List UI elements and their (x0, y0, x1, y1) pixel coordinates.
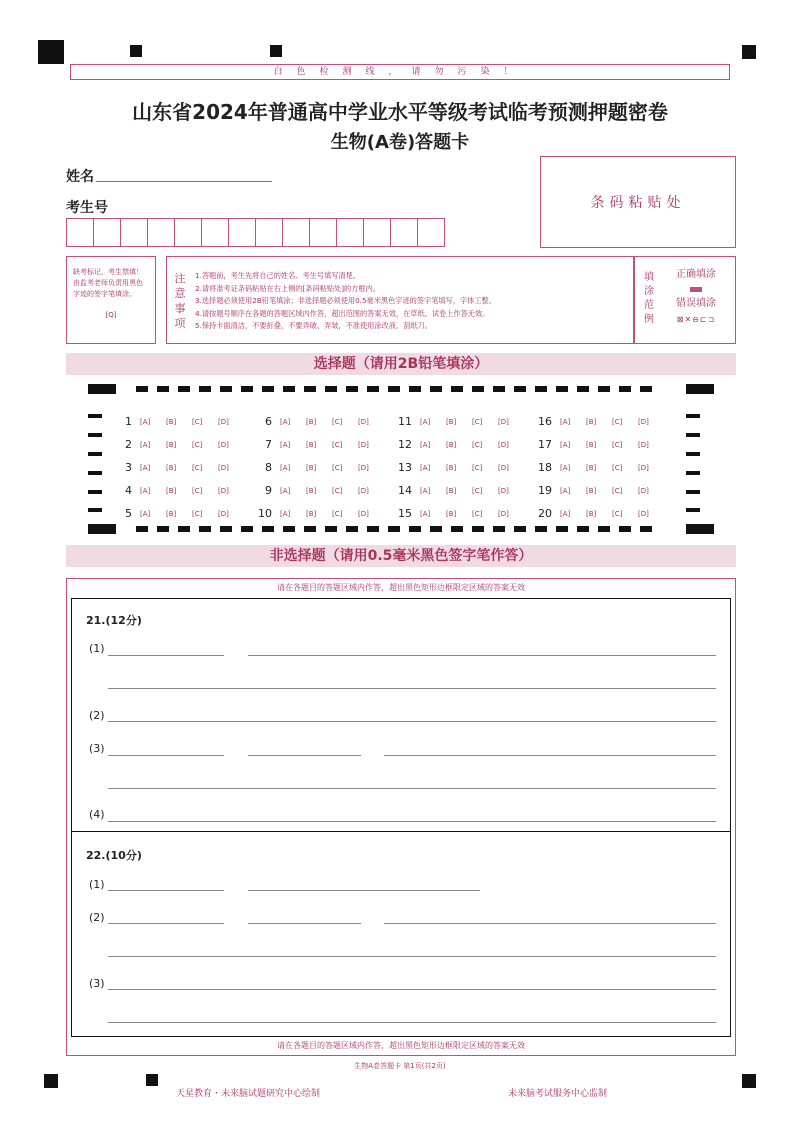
option-b[interactable]: [B] (586, 417, 597, 426)
row-mark (686, 452, 700, 456)
timing-mark (88, 384, 116, 394)
answer-box (71, 598, 731, 1037)
choice-question: 20 [A] [B] [C] [D] (532, 502, 664, 525)
notice-box (166, 256, 634, 344)
option-c[interactable]: [C] (612, 463, 623, 472)
answer-line[interactable] (108, 989, 716, 990)
option-d[interactable]: [D] (358, 509, 369, 518)
option-b[interactable]: [B] (586, 440, 597, 449)
option-c[interactable]: [C] (332, 509, 343, 518)
timing-mark (686, 384, 714, 394)
option-b[interactable]: [B] (446, 417, 457, 426)
row-mark (88, 433, 102, 437)
notice-list (195, 270, 496, 333)
answer-box-divider (71, 831, 731, 832)
choice-column-2 (252, 410, 384, 525)
timing-mark (130, 45, 142, 57)
correct-fill-label: 正确填涂 (676, 269, 716, 280)
option-b[interactable]: [B] (586, 486, 597, 495)
answer-line[interactable] (248, 890, 480, 891)
option-b[interactable]: [B] (166, 486, 177, 495)
missing-exam-mark[interactable]: [Q] (105, 311, 117, 319)
option-d[interactable]: [D] (498, 440, 509, 449)
choice-question: 18 [A] [B] [C] [D] (532, 456, 664, 479)
choice-question: 16 [A] [B] [C] [D] (532, 410, 664, 433)
exam-id-cell[interactable] (255, 218, 283, 247)
option-a[interactable]: [A] (140, 486, 151, 495)
option-b[interactable]: [B] (306, 440, 317, 449)
option-a[interactable]: [A] (140, 417, 151, 426)
option-b[interactable]: [B] (586, 463, 597, 472)
page-number: 生物A卷答题卡 第1页(共2页) (354, 1062, 446, 1070)
q21-sub-4: (4) (89, 808, 105, 821)
choice-question: 8 [A] [B] [C] [D] (252, 456, 384, 479)
timing-mark (88, 524, 116, 534)
option-c[interactable]: [C] (332, 417, 343, 426)
option-a[interactable]: [A] (560, 440, 571, 449)
option-c[interactable]: [C] (472, 486, 483, 495)
option-c[interactable]: [C] (612, 417, 623, 426)
option-d[interactable]: [D] (358, 486, 369, 495)
option-c[interactable]: [C] (612, 509, 623, 518)
option-c[interactable]: [C] (472, 509, 483, 518)
option-b[interactable]: [B] (306, 509, 317, 518)
row-mark (686, 471, 700, 475)
timing-strip-bottom (136, 526, 661, 532)
wrong-fill-label: 错误填涂 (676, 298, 716, 309)
exam-id-cell[interactable] (417, 218, 445, 247)
timing-mark (686, 524, 714, 534)
fill-example-heading: 填涂范例 (644, 272, 654, 325)
option-d[interactable]: [D] (218, 417, 229, 426)
name-field[interactable] (96, 181, 272, 182)
option-c[interactable]: [C] (192, 440, 203, 449)
option-c[interactable]: [C] (192, 509, 203, 518)
option-c[interactable]: [C] (192, 463, 203, 472)
option-d[interactable]: [D] (498, 486, 509, 495)
row-mark (88, 490, 102, 494)
exam-id-cell[interactable] (390, 218, 418, 247)
option-b[interactable]: [B] (446, 463, 457, 472)
exam-id-cell[interactable] (282, 218, 310, 247)
option-a[interactable]: [A] (280, 463, 291, 472)
choice-question: 14 [A] [B] [C] [D] (392, 479, 524, 502)
timing-mark (742, 1074, 756, 1088)
option-a[interactable]: [A] (140, 509, 151, 518)
option-c[interactable]: [C] (472, 463, 483, 472)
exam-id-cell[interactable] (120, 218, 148, 247)
row-mark (88, 471, 102, 475)
answer-line[interactable] (248, 655, 716, 656)
option-c[interactable]: [C] (192, 417, 203, 426)
option-d[interactable]: [D] (638, 417, 649, 426)
q22-sub-1: (1) (89, 878, 105, 891)
answer-line[interactable] (384, 755, 716, 756)
option-c[interactable]: [C] (332, 486, 343, 495)
option-c[interactable]: [C] (472, 440, 483, 449)
option-a[interactable]: [A] (420, 486, 431, 495)
exam-id-cell[interactable] (66, 218, 94, 247)
footer-producer: 天星教育・未来脑试题研究中心绘制 (176, 1089, 321, 1099)
option-a[interactable]: [A] (140, 463, 151, 472)
answer-line[interactable] (108, 956, 716, 957)
timing-mark (742, 45, 756, 59)
timing-mark (270, 45, 282, 57)
choice-section-title: 选择题（请用2B铅笔填涂） (66, 353, 736, 375)
option-d[interactable]: [D] (638, 509, 649, 518)
row-mark (88, 414, 102, 418)
exam-title: 山东省2024年普通高中学业水平等级考试临考预测押题密卷 (132, 100, 668, 124)
choice-column-1 (112, 410, 244, 525)
option-a[interactable]: [A] (560, 509, 571, 518)
choice-question: 10 [A] [B] [C] [D] (252, 502, 384, 525)
timing-mark (44, 1074, 58, 1088)
option-d[interactable]: [D] (358, 417, 369, 426)
choice-question: 13 [A] [B] [C] [D] (392, 456, 524, 479)
choice-question: 7 [A] [B] [C] [D] (252, 433, 384, 456)
row-mark (686, 433, 700, 437)
option-b[interactable]: [B] (306, 463, 317, 472)
fill-example-box (634, 256, 736, 344)
choice-column-3 (392, 410, 524, 525)
q21-sub-2: (2) (89, 709, 105, 722)
option-a[interactable]: [A] (140, 440, 151, 449)
answer-line[interactable] (248, 755, 361, 756)
row-mark (686, 508, 700, 512)
answer-line[interactable] (248, 923, 361, 924)
answer-line[interactable] (108, 1022, 716, 1023)
answer-area-instruction-bottom: 请在各题目的答题区域内作答，超出黑色矩形边框限定区域的答案无效 (277, 1041, 525, 1050)
exam-id-cell[interactable] (174, 218, 202, 247)
exam-id-cell[interactable] (309, 218, 337, 247)
option-d[interactable]: [D] (358, 463, 369, 472)
option-b[interactable]: [B] (446, 440, 457, 449)
option-a[interactable]: [A] (280, 486, 291, 495)
answer-line[interactable] (108, 655, 224, 656)
answer-line[interactable] (108, 755, 224, 756)
notice-item: 5.保持卡面清洁，不要折叠，不要弄破、弄皱，不准使用涂改液、刮纸刀。 (195, 321, 432, 330)
missing-exam-text: 缺考标记，考生禁填！由监考老师负责用黑色字迹的签字笔填涂。 (73, 268, 143, 298)
exam-id-cell[interactable] (147, 218, 175, 247)
choice-question: 12 [A] [B] [C] [D] (392, 433, 524, 456)
option-d[interactable]: [D] (358, 440, 369, 449)
q22-sub-3: (3) (89, 977, 105, 990)
row-mark (88, 452, 102, 456)
choice-question: 9 [A] [B] [C] [D] (252, 479, 384, 502)
option-a[interactable]: [A] (560, 463, 571, 472)
option-d[interactable]: [D] (218, 440, 229, 449)
barcode-area (540, 156, 736, 248)
q22-sub-2: (2) (89, 911, 105, 924)
option-c[interactable]: [C] (192, 486, 203, 495)
option-b[interactable]: [B] (446, 486, 457, 495)
choice-question: 11 [A] [B] [C] [D] (392, 410, 524, 433)
choice-question: 1 [A] [B] [C] [D] (112, 410, 244, 433)
option-a[interactable]: [A] (280, 440, 291, 449)
choice-question: 4 [A] [B] [C] [D] (112, 479, 244, 502)
option-d[interactable]: [D] (638, 440, 649, 449)
row-mark (88, 508, 102, 512)
option-d[interactable]: [D] (498, 463, 509, 472)
row-mark (686, 490, 700, 494)
answer-line[interactable] (108, 821, 716, 822)
option-d[interactable]: [D] (638, 463, 649, 472)
barcode-label: 条码粘贴处 (590, 195, 686, 211)
option-b[interactable]: [B] (306, 417, 317, 426)
choice-question: 5 [A] [B] [C] [D] (112, 502, 244, 525)
exam-id-cell[interactable] (201, 218, 229, 247)
answer-line[interactable] (108, 890, 224, 891)
choice-column-4 (532, 410, 664, 525)
answer-area-instruction: 请在各题目的答题区域内作答，超出黑色矩形边框限定区域的答案无效 (277, 583, 525, 592)
nonchoice-section-title: 非选择题（请用0.5毫米黑色签字笔作答） (66, 545, 736, 567)
option-b[interactable]: [B] (166, 440, 177, 449)
answer-sheet-subtitle: 生物(A卷)答题卡 (330, 132, 470, 153)
row-mark (686, 414, 700, 418)
notice-item: 4.请按题号顺序在各题的答题区域内作答，超出范围的答案无效，在草纸、试卷上作答无效。 (195, 308, 490, 318)
option-a[interactable]: [A] (280, 509, 291, 518)
option-a[interactable]: [A] (280, 417, 291, 426)
notice-item: 2.请将准考证条码粘贴在右上侧的[条码粘贴处]的方框内。 (195, 283, 380, 293)
option-b[interactable]: [B] (166, 417, 177, 426)
wrong-fill-samples: ⊠✕⊖⊏⊐ (676, 315, 716, 324)
option-a[interactable]: [A] (560, 486, 571, 495)
option-a[interactable]: [A] (420, 509, 431, 518)
choice-question: 17 [A] [B] [C] [D] (532, 433, 664, 456)
exam-id-label: 考生号 (66, 200, 108, 216)
notice-item: 3.选择题必须使用2B铅笔填涂；非选择题必须使用0.5毫米黑色字迹的签字笔填写，字体工整。 (195, 296, 496, 305)
name-label: 姓名 (66, 169, 94, 185)
timing-mark (38, 40, 64, 64)
missing-exam-box (66, 256, 156, 344)
option-d[interactable]: [D] (218, 486, 229, 495)
answer-line[interactable] (108, 721, 716, 722)
question-21-header: 21.(12分) (86, 614, 142, 627)
option-c[interactable]: [C] (332, 463, 343, 472)
exam-id-cell[interactable] (228, 218, 256, 247)
choice-question: 6 [A] [B] [C] [D] (252, 410, 384, 433)
choice-question: 19 [A] [B] [C] [D] (532, 479, 664, 502)
choice-question: 15 [A] [B] [C] [D] (392, 502, 524, 525)
question-22-header: 22.(10分) (86, 849, 142, 862)
timing-strip-top (136, 386, 661, 392)
exam-id-cell[interactable] (336, 218, 364, 247)
choice-question: 2 [A] [B] [C] [D] (112, 433, 244, 456)
option-a[interactable]: [A] (560, 417, 571, 426)
option-c[interactable]: [C] (472, 417, 483, 426)
option-a[interactable]: [A] (420, 440, 431, 449)
option-b[interactable]: [B] (306, 486, 317, 495)
option-d[interactable]: [D] (498, 509, 509, 518)
timing-mark (146, 1074, 158, 1086)
answer-line[interactable] (108, 788, 716, 789)
answer-line[interactable] (108, 688, 716, 689)
option-c[interactable]: [C] (612, 486, 623, 495)
option-b[interactable]: [B] (586, 509, 597, 518)
q21-sub-3: (3) (89, 742, 105, 755)
option-d[interactable]: [D] (638, 486, 649, 495)
answer-line[interactable] (384, 923, 716, 924)
notice-item: 1.答题前，考生先将自己的姓名、考生号填写清楚。 (195, 271, 360, 280)
exam-id-cell[interactable] (93, 218, 121, 247)
detection-line-banner: 白色检测线，请勿污染！ (70, 64, 730, 80)
option-b[interactable]: [B] (166, 463, 177, 472)
footer-supervisor: 未来脑考试服务中心监制 (508, 1089, 608, 1099)
option-a[interactable]: [A] (420, 417, 431, 426)
exam-id-cell[interactable] (363, 218, 391, 247)
option-b[interactable]: [B] (446, 509, 457, 518)
choice-question: 3 [A] [B] [C] [D] (112, 456, 244, 479)
option-d[interactable]: [D] (218, 463, 229, 472)
option-c[interactable]: [C] (332, 440, 343, 449)
option-d[interactable]: [D] (218, 509, 229, 518)
option-a[interactable]: [A] (420, 463, 431, 472)
option-b[interactable]: [B] (166, 509, 177, 518)
q21-sub-1: (1) (89, 642, 105, 655)
correct-fill-sample (690, 287, 702, 292)
exam-id-grid[interactable] (66, 218, 444, 247)
answer-line[interactable] (108, 923, 224, 924)
notice-heading: 注意事项 (174, 272, 186, 330)
option-d[interactable]: [D] (498, 417, 509, 426)
option-c[interactable]: [C] (612, 440, 623, 449)
